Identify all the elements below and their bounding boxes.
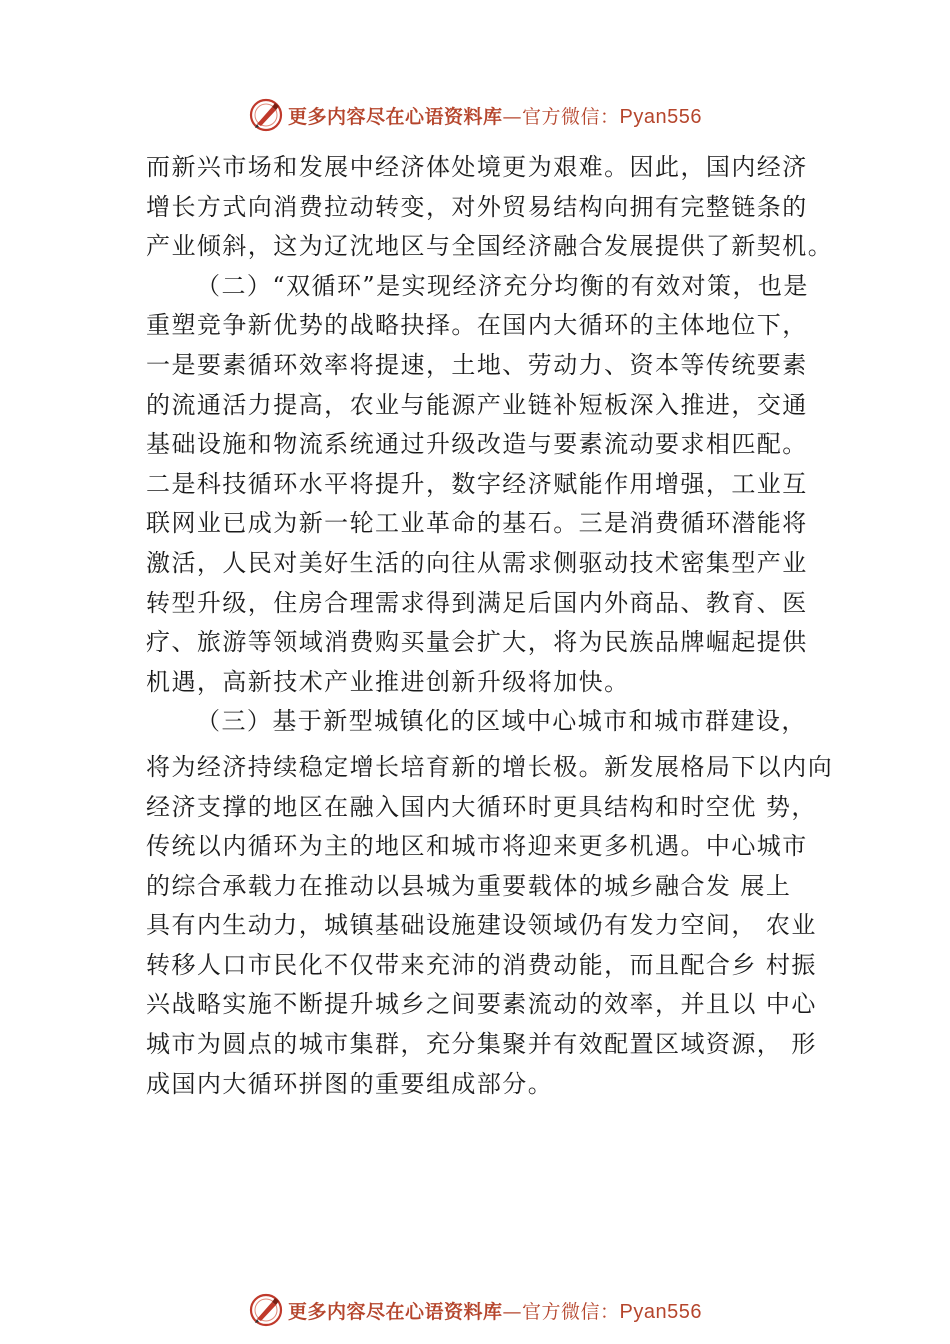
watermark-wechat-label: 官方微信： — [522, 1300, 620, 1323]
watermark-wechat-id: Pyan556 — [619, 1300, 702, 1323]
text-line: 传统以内循环为主的地区和城市将迎来更多机遇。中心城市 — [146, 832, 808, 861]
text-line: 成国内大循环拼图的重要组成部分。 — [146, 1069, 554, 1098]
text-line: 联网业已成为新一轮工业革命的基石。三是消费循环潜能将 — [146, 509, 808, 538]
text-line: 经济支撑的地区在融入国内大循环时更具结构和时空优 势， — [146, 792, 817, 821]
text-line: 二是科技循环水平将提升，数字经济赋能作用增强，工业互 — [146, 469, 808, 498]
pen-logo-icon — [248, 1292, 284, 1328]
pen-logo-icon — [248, 97, 284, 133]
footer-watermark — [0, 1290, 950, 1330]
text-line: 增长方式向消费拉动转变，对外贸易结构向拥有完整链条的 — [146, 192, 808, 221]
watermark-separator: — — [502, 1300, 523, 1323]
text-line: 疗、旅游等领域消费购买量会扩大，将为民族品牌崛起提供 — [146, 628, 808, 657]
watermark-site-name: 更多内容尽在心语资料库 — [288, 1300, 503, 1323]
watermark-separator: — — [502, 105, 523, 128]
header-watermark-text — [288, 102, 702, 129]
text-line: 激活，人民对美好生活的向往从需求侧驱动技术密集型产业 — [146, 548, 808, 577]
text-line: 转移人口市民化不仅带来充沛的消费动能，而且配合乡 村振 — [146, 950, 817, 979]
text-line: 重塑竞争新优势的战略抉择。在国内大循环的主体地位下， — [146, 311, 808, 340]
text-line: 一是要素循环效率将提速，土地、劳动力、资本等传统要素 — [146, 350, 808, 379]
text-line: 机遇，高新技术产业推进创新升级将加快。 — [146, 667, 630, 696]
text-line: 具有内生动力，城镇基础设施建设领域仍有发力空间， 农业 — [146, 911, 817, 940]
footer-watermark-text — [288, 1297, 702, 1324]
text-line: 城市为圆点的城市集群，充分集聚并有效配置区域资源， 形 — [146, 1030, 817, 1059]
text-line: 产业倾斜，这为辽沈地区与全国经济融合发展提供了新契机。 — [146, 232, 834, 261]
text-line: 的流通活力提高，农业与能源产业链补短板深入推进，交通 — [146, 390, 808, 419]
text-line: 兴战略实施不断提升城乡之间要素流动的效率，并且以 中心 — [146, 990, 817, 1019]
text-line: 的综合承载力在推动以县城为重要载体的城乡融合发 展上 — [146, 871, 792, 900]
watermark-site-name: 更多内容尽在心语资料库 — [288, 105, 503, 128]
text-line: 基础设施和物流系统通过升级改造与要素流动要求相匹配。 — [146, 430, 808, 459]
header-watermark — [0, 95, 950, 135]
text-line: 转型升级，住房合理需求得到满足后国内外商品、教育、医 — [146, 588, 808, 617]
watermark-wechat-id: Pyan556 — [619, 105, 702, 128]
text-line: 而新兴市场和发展中经济体处境更为艰难。因此，国内经济 — [146, 153, 808, 181]
paragraph-start-line: （三）基于新型城镇化的区域中心城市和城市群建设， — [196, 707, 807, 736]
watermark-wechat-label: 官方微信： — [522, 105, 620, 128]
document-body — [146, 148, 836, 1104]
text-line: 将为经济持续稳定增长培育新的增长极。新发展格局下以内向 — [146, 752, 834, 781]
paragraph-start-line: （二）“双循环”是实现经济充分均衡的有效对策，也是 — [196, 271, 809, 300]
